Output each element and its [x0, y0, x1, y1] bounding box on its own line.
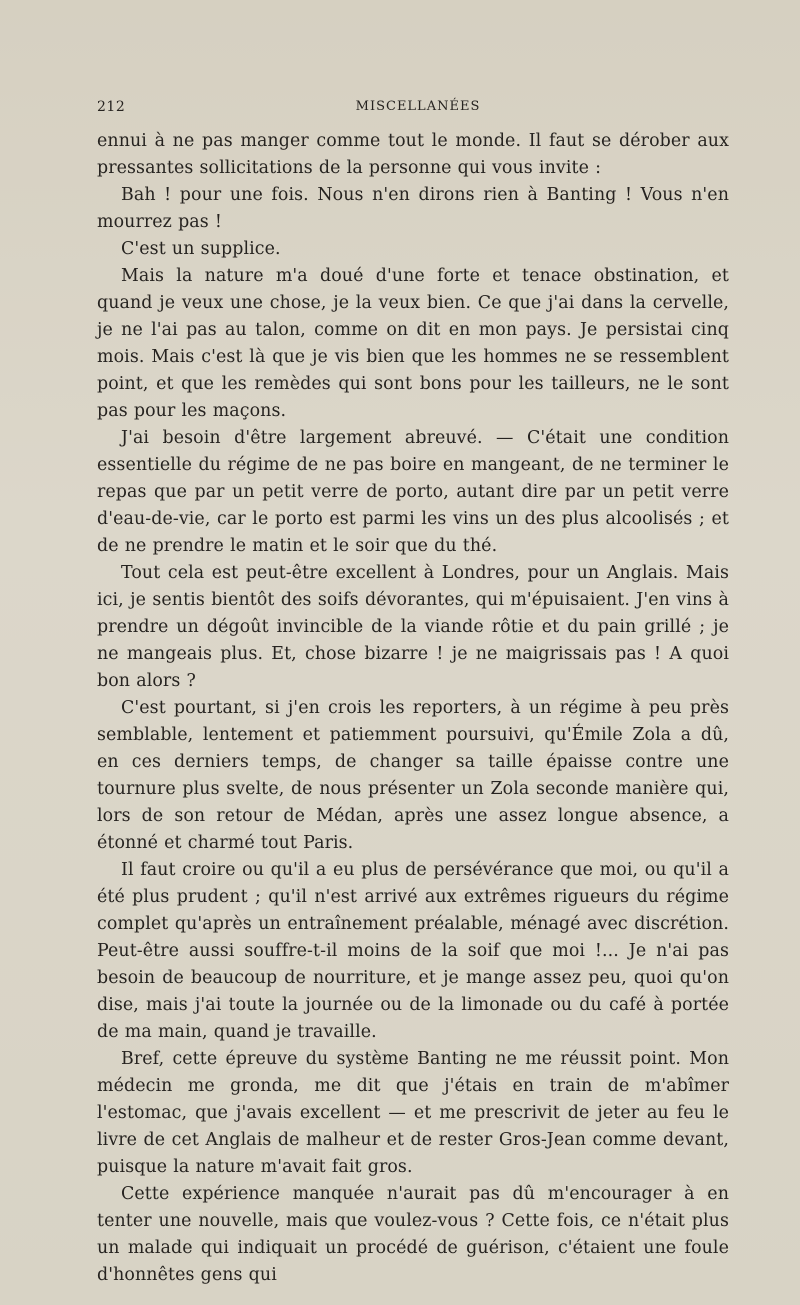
paragraph: C'est pourtant, si j'en crois les reporters, à un régime à peu près semblable, lentement et patiemment poursuivi, qu'Émile Zola a dû, en ces derniers temps, de changer sa taille épaisse contre une tournure plus svelte, de nous présenter un Zola seconde manière qui, lors de son retour de Médan, après une assez longue absence, a étonné et charmé tout Paris. — [97, 698, 729, 853]
running-head — [97, 99, 729, 121]
running-head-title: MISCELLANÉES — [355, 99, 481, 114]
paragraph: C'est un supplice. — [121, 239, 281, 259]
paragraph: Bref, cette épreuve du système Banting ne me réussit point. Mon médecin me gronda, me dit que j'étais en train de m'abîmer l'estomac, que j'avais excellent — et me prescrivit de jeter au feu le livre de cet Anglais de malheur et de rester Gros-Jean comme devant, puisque la nature m'avait fait gros. — [97, 1049, 729, 1177]
paragraph: ennui à ne pas manger comme tout le monde. Il faut se dérober aux pressantes sollicitations de la personne qui vous invite : — [97, 131, 729, 178]
paragraph: Il faut croire ou qu'il a eu plus de persévérance que moi, ou qu'il a été plus prudent ; qu'il n'est arrivé aux extrêmes rigueurs du régime complet qu'après un entraînement préalable, ménagé avec discrétion. Peut-être aussi souffre-t-il moins de la soif que moi !... Je n'ai pas besoin de beaucoup de nourriture, et je mange assez peu, quoi qu'on dise, mais j'ai toute la journée ou de la limonade ou du café à portée de ma main, quand je travaille. — [97, 860, 729, 1042]
paragraph: Bah ! pour une fois. Nous n'en dirons rien à Banting ! Vous n'en mourrez pas ! — [97, 185, 729, 232]
paragraph: Mais la nature m'a doué d'une forte et tenace obstination, et quand je veux une chose, je la veux bien. Ce que j'ai dans la cervelle, je ne l'ai pas au talon, comme on dit en mon pays. Je persistai cinq mois. Mais c'est là que je vis bien que les hommes ne se ressemblent point, et que les remèdes qui sont bons pour les tailleurs, ne le sont pas pour les maçons. — [97, 266, 729, 421]
paragraph: Cette expérience manquée n'aurait pas dû m'encourager à en tenter une nouvelle, mais que voulez-vous ? Cette fois, ce n'était plus un malade qui indiquait un procédé de guérison, c'étaient une foule d'honnêtes gens qui — [97, 1184, 729, 1285]
paragraph: J'ai besoin d'être largement abreuvé. — C'était une condition essentielle du régime de ne pas boire en mangeant, de ne terminer le repas que par un petit verre de porto, autant dire par un petit verre d'eau-de-vie, car le porto est parmi les vins un des plus alcoolisés ; et de ne prendre le matin et le soir que du thé. — [97, 428, 729, 556]
paragraph: Tout cela est peut-être excellent à Londres, pour un Anglais. Mais ici, je sentis bientôt des soifs dévorantes, qui m'épuisaient. J'en vins à prendre un dégoût invincible de la viande rôtie et du pain grillé ; je ne mangeais plus. Et, chose bizarre ! je ne maigrissais pas ! A quoi bon alors ? — [97, 563, 729, 691]
page-number: 212 — [97, 99, 126, 115]
body-text — [97, 128, 729, 1289]
